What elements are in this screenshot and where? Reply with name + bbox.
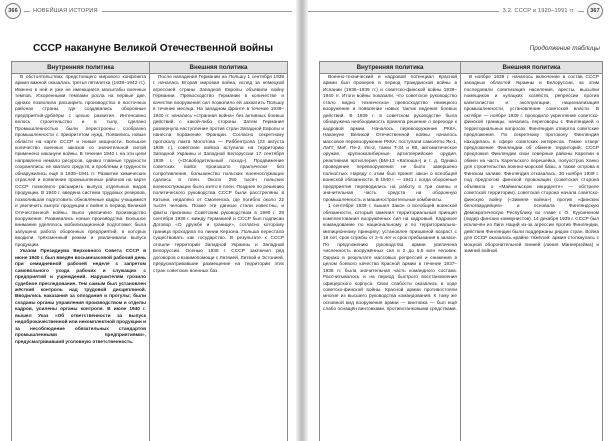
text-paragraph: В обстоятельствах предстоящего мирового конфликта армия важной оказалась третья пятилетка (1938–1942 гг.). Именно в ней и уже не имеющиеся масштабы военных темпов. Ускоренными темпами росла на первые две, однако позволила расширить производство в восточных районах страны, где создавались оборонные предприятия-дублёры с целью развития. Интенсивно велось строительство и в тылу, сделано Промышленностью были перестроены сообразно промышленности с приоритетом нужд. Появились новые области на карте СССР и новые мощности. Большое количество военных заказов со значительной силой применено накануне войны. В течение 1940 г. на эти цели направлено немало ресурсов, однако главные трудности сохранялись: не хватало средств, а проблемы и трудности обнаружились ещё в 1939–1941 гг. Развитие химических отраслей и появление промышленных районов на карте СССР позволило расширить выпуск отдельных видов продукции. В 1940 г. введена система трудовых резервов, позволившая подготовить обновлённые кадры учащимися и увеличить выпуск продукции к войне в период Великой Отечественной войны. Было увеличено производство вооружения. Развивались новые производства. Большое внимание уделялось мобилизационной подготовке; была запущена работа оборонных предприятий, в которых вводили трёхсменный режим и увеличивали выпуск продукции. bbox=[15, 75, 146, 248]
column-header-internal: Внутренняя политика bbox=[12, 62, 150, 74]
column-header-external: Внешняя политика bbox=[461, 62, 603, 74]
text-paragraph: В ноябре 1939 г. началось включение в состав СССР западных областей Украины и Белоруссии, за этим последовали советизация населения, аресты, высылки помещиков и кулацких хозяйств, репрессии против капиталистов и эксплуатации, национализация промышленности, установление советской власти. В октябре — ноябре 1939 г. проходило укрепление советско-финской границы, начались переговоры с Финляндией о территориальных вопросах. Финляндия отвергла советские предложения. По секретному протоколу Финляндия находилась в сфере советских интересов. Также отверг предложение Финляндии об обмене территорий: СССР предложил Финляндии свои северные районы Карелии в обмен на часть Карельского перешейка, полуостров Ханко для строительства военно-морской базы, а также острова в Финском заливе. Финляндия отказалась. 30 ноября 1939 г. под предлогом финской провокации (советская сторона объявила о «Майнильском инциденте» — обстреле советской территории), советская сторона начала советско-финскую войну («Зимняя война») против «финских белогвардейцев» и основала Финляндскую Демократическую Республику во главе с О. Куусиненом (лидер финских коммунистов). 14 декабря 1939 г. СССР был исключён из Лиги Наций из-за агрессии против Финляндии, действия Финляндии были поддержаны рядом стран. Война для СССР оказалась крайне тяжёлой: армия столкнулась с мощной оборонительной линией (линия Маннергейма) и зимней войной. bbox=[464, 75, 599, 255]
left-page bbox=[0, 0, 296, 441]
internal-policy-text bbox=[323, 75, 457, 314]
external-policy-column bbox=[150, 74, 288, 441]
internal-policy-column bbox=[320, 74, 461, 441]
text-paragraph: Военно-технический и кадровой потенциал Красной армии был проверен в период Гражданской войны в Испании (1936–1939 гг.) и советско-финской войны 1939–1940 гг. Итоги войны показали, что советское руководство стало видно техническое превосходство немецкого вооружения и появление новых тактик ведения боевых действий. В 1939 г. в советском руководстве была обнаружена необходимость приняла решение о переходе к кадровой армии. Началось перевооружение РККА. Накануне Великой Отечественной войны началось массовое перевооружение РККА: поступали самолёты Як-1, ЛаГГ, МиГ, Пе-2, Ил-2, танки Т-34 и КВ, автоматическое оружие, крупнокалиберные артиллерийские орудия, реактивная артиллерия (БМ-13 «Катюша») и т. д. Однако проведение перевооружения не было завершено полностью. Наряду с этим был принят закон о всеобщей воинской обязанности. В 1940 г. — 1941 г. когда оборонные предприятия переводились на работу в три смены и значительная часть средств на оборонную промышленность и машиностроительные комбинаты. bbox=[323, 75, 457, 203]
policy-table-left bbox=[11, 61, 288, 441]
text-paragraph: Указом Президиума Верховного Совета СССР в июне 1940 г. был введён восьмичасовой рабочий день при семидневной рабочей неделе с запретом самовольного ухода рабочих и служащих с предприятий и учреждений. Нарушителям грозило судебное преследование. Тем самым был установлен жёсткий контроль над трудовой дисциплиной. Вводились наказания за опоздания и прогулы; были созданы органы управления производством и отделы кадров, усилены органы контроля. В июле 1940 г. вышел Указ «Об ответственности за выпуск недоброкачественной или некомплектной продукции и за несоблюдение обязательных стандартов промышленными предприятиями», предусматривавший уголовную ответственность. bbox=[15, 249, 146, 345]
running-title-left: НОВЕЙШАЯ ИСТОРИЯ bbox=[33, 8, 98, 14]
continuation-label: Продолжение таблицы bbox=[529, 45, 600, 52]
rule-divider bbox=[102, 11, 292, 12]
left-running-head bbox=[5, 3, 292, 19]
column-header-external: Внешняя политика bbox=[150, 62, 288, 74]
page-number-right: 367 bbox=[587, 3, 603, 19]
running-title-right: 3.2. СССР в 1920–1991 гг. bbox=[502, 8, 575, 14]
policy-table-right bbox=[319, 61, 603, 441]
book-gutter bbox=[296, 0, 308, 441]
rule-divider bbox=[578, 11, 584, 12]
page-number-left: 366 bbox=[5, 3, 21, 19]
section-title: СССР накануне Великой Отечественной войны bbox=[32, 43, 274, 54]
external-policy-text bbox=[153, 75, 284, 275]
internal-policy-column bbox=[12, 74, 150, 441]
text-paragraph: 1 сентября 1939 г. вышел Закон о всеобщей воинской обязанности, который заменил территориальный принцип комплектования вооружённых сил на кадровый. Кадровое командование по национальному и по территориально-милиционному принципу; установлен призывной возраст с 18 лет, срок службы от 2–5 лет и срок пребывания в запасе. По предложению руководства армии увеличена численность вооружённых сил в 2 до 5,5 млн человек. Однако в результате массовых репрессий и снижения в целом боевого качества Красной армии в течение 1937–1938 гг. была значительная часть командного состава. Рассчитывалось и на период быстрого восстановления офицерского корпуса. Свои слабости оказались в ходе советско-финской войны. Красной армии противостояли многие из высшего руководства командования. К тому же основной вид вооружения армии — винтовка — был ещё слабо оснащён винтовками, противотанковыми средствами. bbox=[323, 204, 457, 313]
external-policy-column bbox=[461, 74, 603, 441]
external-policy-text bbox=[464, 75, 599, 256]
internal-policy-text bbox=[15, 75, 146, 346]
rule-divider bbox=[308, 11, 499, 12]
right-page bbox=[308, 0, 608, 441]
right-running-head bbox=[308, 3, 603, 19]
text-paragraph: После нападения Германии на Польшу 1 сентября 1939 г. началась Вторая мировая война, вслед за немецкой агрессией страны Западной Европы объявили войну Германии. Превосходство Германии в количестве и качестве вооружения сил позволило ей захватить Польшу в течение месяца. На западном фронте в течение 1939–1940 гг. начались «странная война» без активных боевых действий с какой-либо стороны. Затем Германия развернула наступление против стран Западной Европы и нанесла поражение Франции. Согласно секретному протоколу пакта Молотова — Риббентропа (23 августа 1939 г.), советские войска вступили на территорию Западной Украины и Западной Белоруссии 17 сентября 1939 г. («Освободительный поход»). Продвижение советских войск произошло практически без сопротивления, большинство польских военнослужащих сдались в плен. Около 250 тысяч польских военнослужащих было взято в плен. Позднее по решению политического руководства СССР были расстреляны в Катыни, недалеко от Смоленска, где погибло около 22 тысяч человек. Позже эти данные стали известны, и факты признаны Советским руководством в 1990 г. 28 сентября 1939 г. между Германией и СССР был подписан Договор «О дружбе и границе», согласно которому граница проходила по линии Керзона. Польша перестала существовать как государство. В результате к СССР отошли территории Западной Украины и Западной Белоруссии. Осенью 1939 г. СССР заключил ряд договоров о взаимопомощи с Латвией, Литвой и Эстонией, предусматривавшие размещение на территории этих стран советских военных баз. bbox=[153, 75, 284, 274]
rule-divider bbox=[24, 11, 30, 12]
column-header-internal: Внутренняя политика bbox=[320, 62, 461, 74]
